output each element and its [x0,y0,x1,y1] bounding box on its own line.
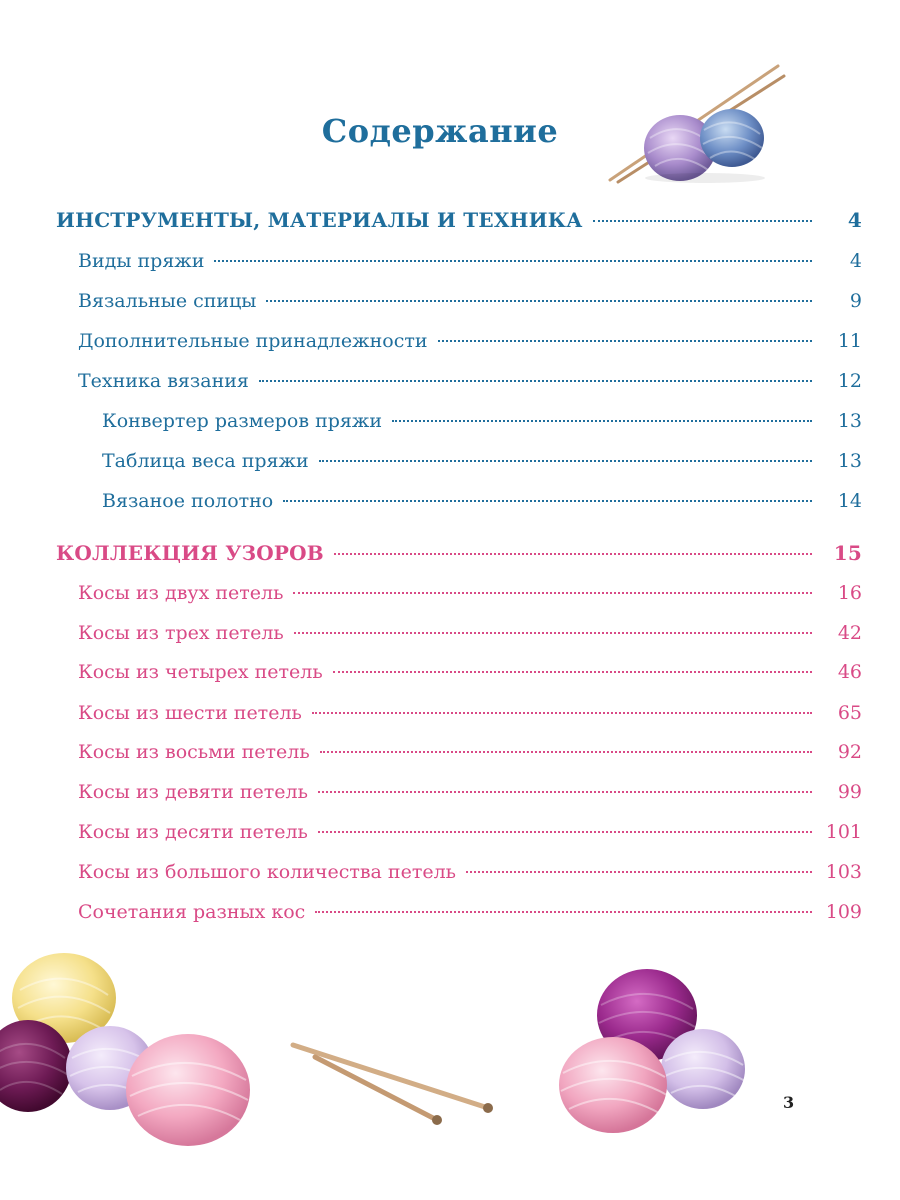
toc-entry-label: Косы из девяти петель [78,781,308,803]
dot-leader [392,420,812,422]
dot-leader [466,871,812,873]
toc-page-number: 13 [837,410,862,432]
toc-page-number: 4 [849,250,862,272]
toc-entry[interactable] [78,622,862,652]
dot-leader [593,220,812,222]
toc-page-number: 46 [837,661,862,683]
knitting-needles-bottom [285,1035,500,1125]
page-title: Содержание [321,112,559,150]
toc-entry[interactable] [78,901,862,931]
toc-page-number: 13 [837,450,862,472]
toc-page-number: 15 [833,541,862,565]
toc-entry-label: Вязальные спицы [78,290,257,312]
toc-subentry[interactable] [102,490,862,520]
toc-entry-label: Техника вязания [78,370,249,392]
dot-leader [259,380,812,382]
toc-entry[interactable] [78,290,862,320]
toc-page-number: 16 [837,582,862,604]
dot-leader [293,592,812,594]
dot-leader [334,553,812,555]
toc-entry-label: Косы из большого количества петель [78,861,456,883]
dot-leader [318,791,812,793]
toc-entry-label: Дополнительные принадлежности [78,330,428,352]
toc-entry[interactable] [78,702,862,732]
toc-page-number: 12 [837,370,862,392]
dot-leader [438,340,812,342]
dot-leader [320,751,812,753]
toc-entry[interactable] [78,741,862,771]
toc-page-number: 65 [837,702,862,724]
toc-entry-label: Вязаное полотно [102,490,274,512]
toc-page-number: 42 [837,622,862,644]
toc-entry-label: КОЛЛЕКЦИЯ УЗОРОВ [56,541,324,565]
toc-entry[interactable] [78,781,862,811]
toc-entry-label: Косы из трех петель [78,622,284,644]
dot-leader [318,831,812,833]
toc-entry-label: Конвертер размеров пряжи [102,410,383,432]
toc-page-number: 101 [825,821,862,843]
toc-entry[interactable] [78,330,862,360]
dot-leader [214,260,812,262]
dot-leader [333,671,812,673]
dot-leader [283,500,812,502]
toc-entry[interactable] [78,582,862,612]
toc-entry[interactable] [78,861,862,891]
toc-entry[interactable] [78,661,862,691]
toc-section-heading[interactable] [56,208,862,238]
toc-entry-label: Таблица веса пряжи [102,450,309,472]
dot-leader [294,632,812,634]
toc-entry-label: Сочетания разных кос [78,901,306,923]
dot-leader [266,300,812,302]
toc-entry-label: Косы из четырех петель [78,661,323,683]
toc-page-number: 14 [837,490,862,512]
toc-entry-label: Косы из шести петель [78,702,302,724]
toc-entry-label: ИНСТРУМЕНТЫ, МАТЕРИАЛЫ И ТЕХНИКА [56,208,583,232]
page-number: 3 [783,1093,795,1112]
toc-subentry[interactable] [102,410,862,440]
toc-subentry[interactable] [102,450,862,480]
toc-page-number: 4 [847,208,862,232]
toc-page-number: 92 [837,741,862,763]
toc-page-number: 11 [837,330,862,352]
toc-entry[interactable] [78,370,862,400]
toc-entry-label: Виды пряжи [78,250,205,272]
toc-page-number: 9 [849,290,862,312]
toc-entry-label: Косы из десяти петель [78,821,308,843]
toc-entry-label: Косы из восьми петель [78,741,310,763]
toc-entry-label: Косы из двух петель [78,582,284,604]
toc-page-number: 109 [825,901,862,923]
dot-leader [312,712,812,714]
yarn-balls-right [555,965,755,1140]
dot-leader [319,460,812,462]
toc-entry[interactable] [78,250,862,280]
yarn-balls-left [0,950,260,1150]
toc-entry[interactable] [78,821,862,851]
toc-page-number: 103 [825,861,862,883]
toc-section-heading[interactable] [56,541,862,571]
dot-leader [315,911,812,913]
toc-page-number: 99 [837,781,862,803]
